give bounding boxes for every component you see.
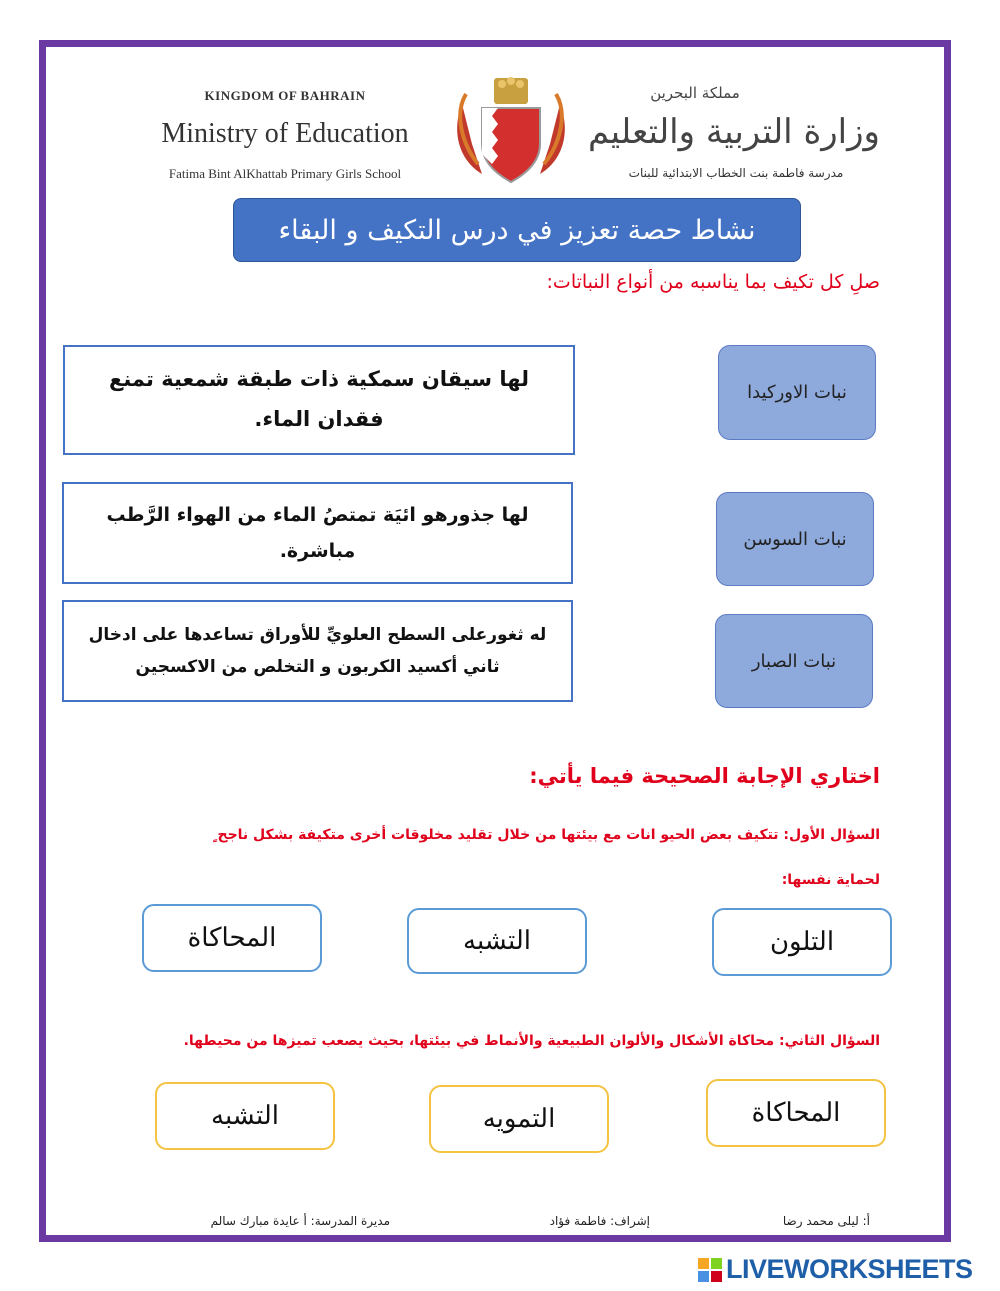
ministry-ar: وزارة التربية والتعليم [588, 112, 880, 152]
choose-heading: اختاري الإجابة الصحيحة فيما يأتي: [529, 764, 880, 788]
question-1-text: السؤال الأول: تتكيف بعض الحيو انات مع بيئتها من خلال تقليد مخلوقات أخرى متكيفة بشكل ناجح ٍ [212, 827, 880, 843]
q1-option-resemblance[interactable]: التشبه [407, 908, 587, 974]
kingdom-en: KINGDOM OF BAHRAIN [204, 88, 366, 103]
q1-option-coloration[interactable]: التلون [712, 908, 892, 976]
question-2-text: السؤال الثاني: محاكاة الأشكال والألوان الطبيعية والأنماط في بيئتها، بحيث يصعب تميزها من محيطها. [183, 1033, 880, 1049]
footer-supervision: إشراف: فاطمة فؤاد [549, 1214, 650, 1228]
watermark-text: LIVEWORKSHEETS [726, 1254, 973, 1284]
q1-option-mimicry[interactable]: المحاكاة [142, 904, 322, 972]
plant-orchid[interactable]: نبات الاوركيدا [718, 345, 876, 440]
plant-iris[interactable]: نبات السوسن [716, 492, 874, 586]
page-title: نشاط حصة تعزيز في درس التكيف و البقاء [233, 198, 801, 262]
footer-teacher: أ: ليلى محمد رضا [782, 1214, 870, 1228]
q2-option-resemblance[interactable]: التشبه [155, 1082, 335, 1150]
description-box-2[interactable]: لها جذورهو ائيَة تمتصُ الماء من الهواء الرَّطب مباشرة. [62, 482, 573, 584]
school-ar: مدرسة فاطمة بنت الخطاب الابتدائية للبنات [628, 166, 844, 180]
matching-instruction: صلِ كل تكيف بما يناسبه من أنواع النباتات: [546, 271, 880, 293]
kingdom-ar: مملكة البحرين [650, 84, 740, 102]
q2-option-camouflage[interactable]: التمويه [429, 1085, 609, 1153]
description-box-3[interactable]: له ثغورعلى السطح العلويِّ للأوراق تساعدها على ادخال ثاني أكسيد الكربون و التخلص من الاكسجين [62, 600, 573, 702]
ministry-en: Ministry of Education [161, 118, 409, 149]
school-en: Fatima Bint AlKhattab Primary Girls School [168, 166, 402, 181]
plant-cactus[interactable]: نبات الصبار [715, 614, 873, 708]
bahrain-emblem-icon [452, 74, 570, 186]
q2-option-mimicry[interactable]: المحاكاة [706, 1079, 886, 1147]
footer-principal: مديرة المدرسة: أ عايدة مبارك سالم [210, 1214, 390, 1228]
question-1-text-cont: لحماية نفسها: [781, 872, 880, 888]
liveworksheets-logo-icon [698, 1258, 722, 1282]
description-box-1[interactable]: لها سيقان سمكية ذات طبقة شمعية تمنع فقدان الماء. [63, 345, 575, 455]
